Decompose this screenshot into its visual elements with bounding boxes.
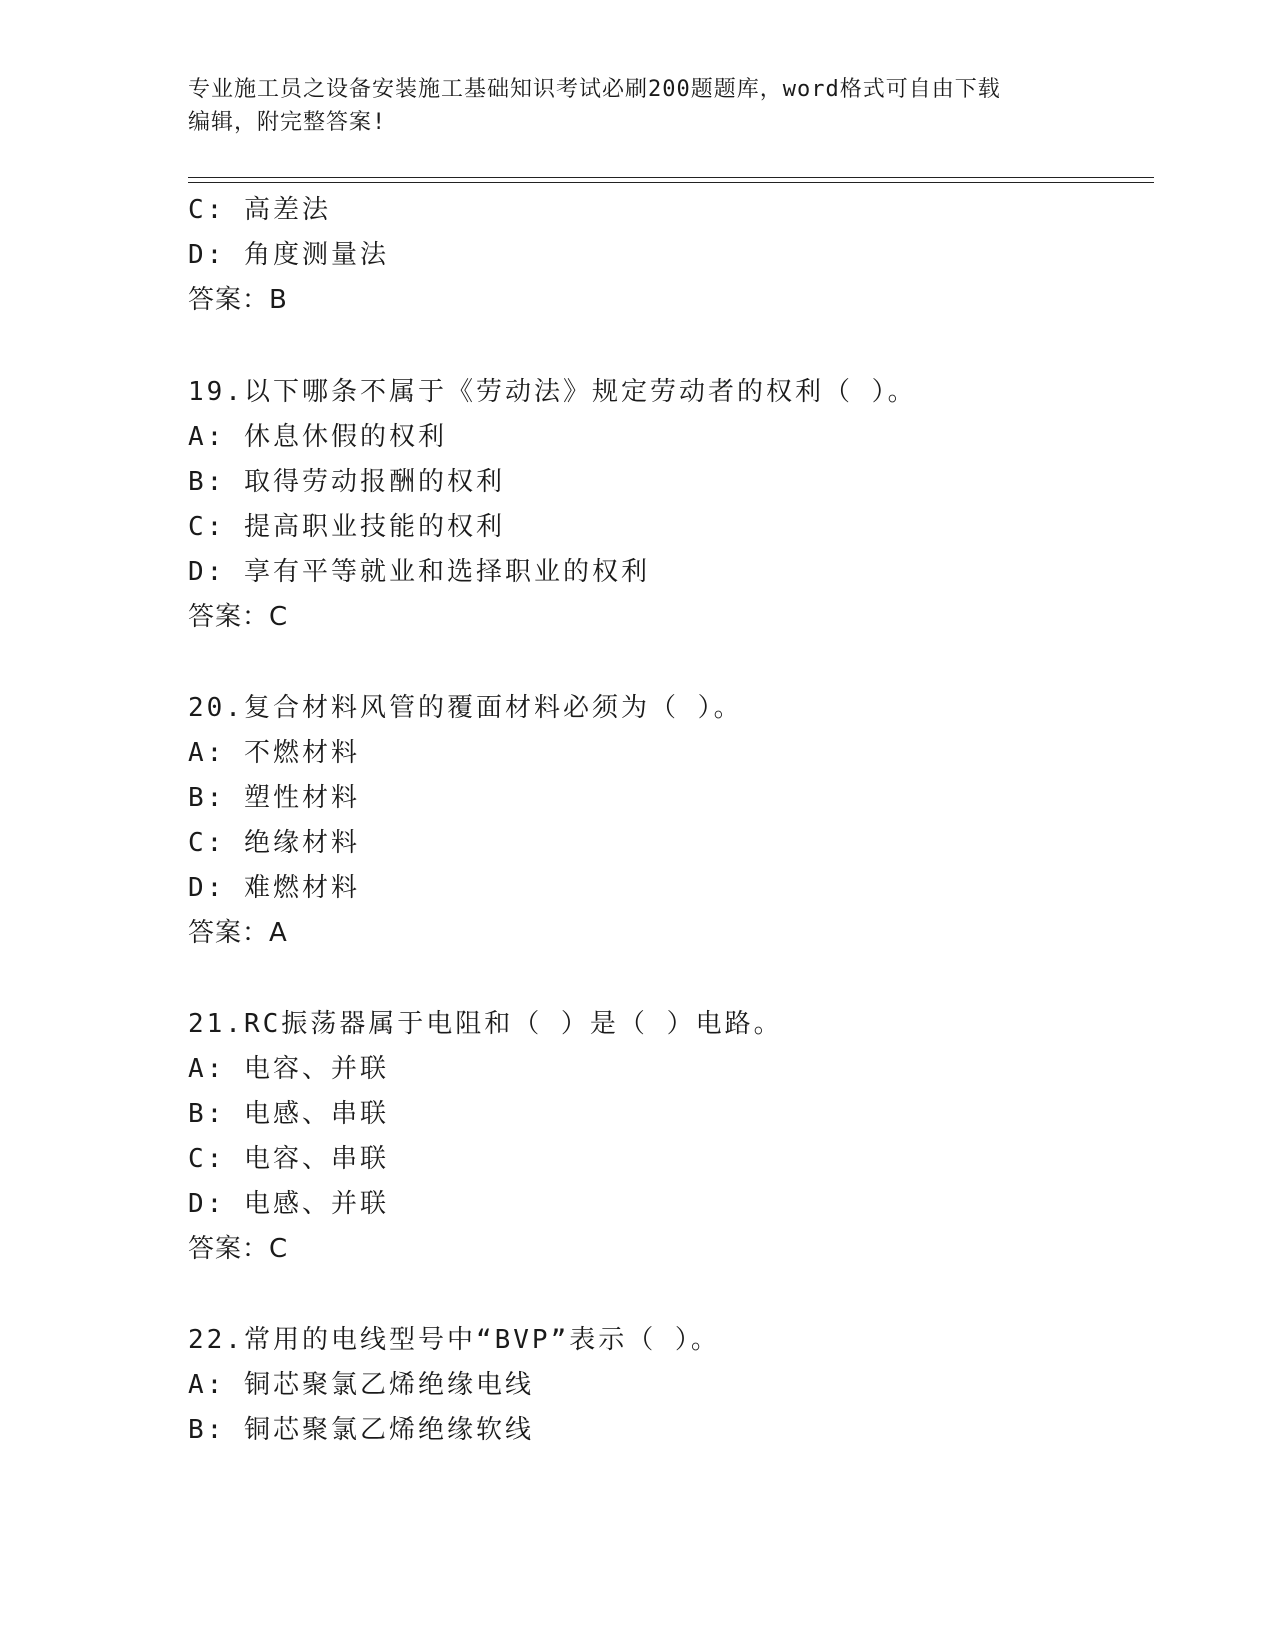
q21-answer: 答案：C	[188, 1234, 289, 1264]
q22-stem: 22.常用的电线型号中“BVP”表示（ ）。	[188, 1325, 720, 1355]
q18-option-d: D: 角度测量法	[188, 240, 389, 270]
document-header	[188, 73, 1088, 139]
q20-answer: 答案：A	[188, 918, 288, 948]
header-rule-top	[188, 177, 1154, 178]
header-rule-bottom	[188, 182, 1154, 183]
q20-option-a: A: 不燃材料	[188, 738, 360, 768]
q20-stem: 20.复合材料风管的覆面材料必须为（ ）。	[188, 693, 743, 723]
q20-option-d: D: 难燃材料	[188, 873, 360, 903]
header-title-line-2: 编辑，附完整答案!	[188, 110, 387, 135]
q19-answer: 答案：C	[188, 602, 289, 632]
header-title-line-1: 专业施工员之设备安装施工基础知识考试必刷200题题库，word格式可自由下载	[188, 77, 1001, 102]
q22-option-b: B: 铜芯聚氯乙烯绝缘软线	[188, 1415, 534, 1445]
q19-option-b: B: 取得劳动报酬的权利	[188, 467, 505, 497]
q21-stem: 21.RC振荡器属于电阻和（ ）是（ ）电路。	[188, 1009, 783, 1039]
q18-option-c: C: 高差法	[188, 195, 331, 225]
q21-option-a: A: 电容、并联	[188, 1054, 389, 1084]
q19-option-c: C: 提高职业技能的权利	[188, 512, 505, 542]
q22-option-a: A: 铜芯聚氯乙烯绝缘电线	[188, 1370, 534, 1400]
q21-option-c: C: 电容、串联	[188, 1144, 389, 1174]
q19-option-d: D: 享有平等就业和选择职业的权利	[188, 557, 650, 587]
q21-option-b: B: 电感、串联	[188, 1099, 389, 1129]
q20-option-b: B: 塑性材料	[188, 783, 360, 813]
q20-option-c: C: 绝缘材料	[188, 828, 360, 858]
q18-answer: 答案：B	[188, 285, 288, 315]
q19-option-a: A: 休息休假的权利	[188, 422, 447, 452]
q19-stem: 19.以下哪条不属于《劳动法》规定劳动者的权利（ ）。	[188, 377, 917, 407]
q21-option-d: D: 电感、并联	[188, 1189, 389, 1219]
